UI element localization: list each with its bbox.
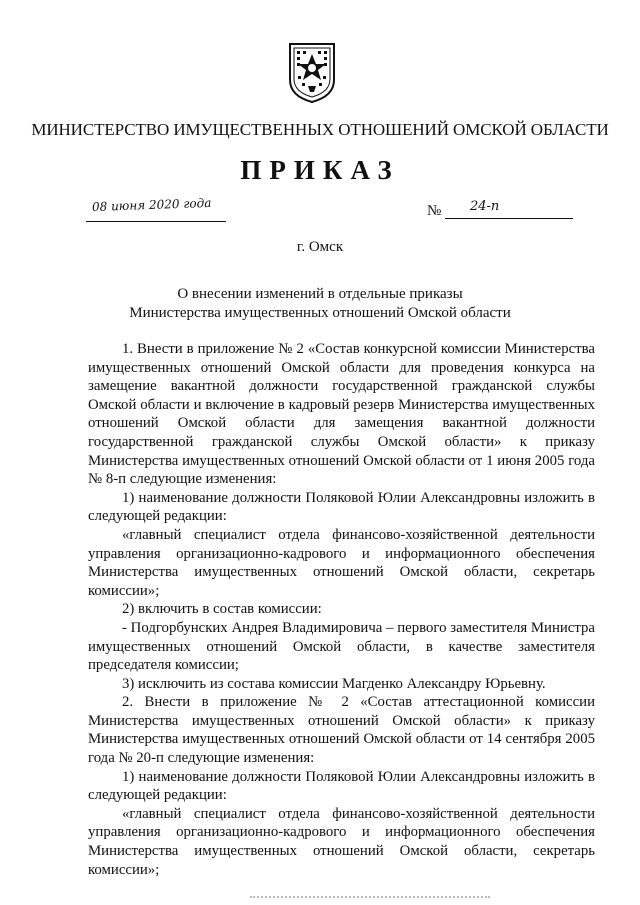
city: г. Омск xyxy=(296,239,344,255)
paragraph-7: 2. Внести в приложение № 2 «Состав аттестационной комиссии Министерства имущественных отношений Омской области» к приказу Министерства имущественных отношений Омской области от 14 сентября 2005 года № 20-п следующие изменения: xyxy=(88,694,595,767)
number-underline xyxy=(445,203,573,219)
subject-line-2: Министерства имущественных отношений Омской области xyxy=(129,305,511,321)
number-label: № xyxy=(427,203,442,219)
coat-of-arms-icon xyxy=(286,40,338,104)
scan-artifact xyxy=(250,896,490,901)
handwritten-number: 24-п xyxy=(470,199,500,214)
paragraph-4: 2) включить в состав комиссии: xyxy=(122,601,322,618)
handwritten-date: 08 июня 2020 года xyxy=(91,195,212,214)
document-type-title: ПРИКАЗ xyxy=(240,155,400,185)
paragraph-1: 1. Внести в приложение № 2 «Состав конкурсной комиссии Министерства имущественных отношений Омской области для проведения конкурса на замещение вакантной должности государственной гражданской службы Омской области и включение в кадровый резерв Министерства имущественных отношений Омской области для замещения вакантной должности государственной гражданской службы Омской области» к приказу Министерства имущественных отношений Омской области от 1 июня 2005 года № 8-п следующие изменения: xyxy=(88,341,595,488)
paragraph-3: «главный специалист отдела финансово-хозяйственной деятельности управления организационно-кадрового и информационного обеспечения Министерства имущественных отношений Омской области, секретарь комиссии»; xyxy=(88,526,595,599)
paragraph-2: 1) наименование должности Поляковой Юлии Александровны изложить в следующей редакции: xyxy=(88,489,595,525)
paragraph-9: «главный специалист отдела финансово-хозяйственной деятельности управления организационно-кадрового и информационного обеспечения Министерства имущественных отношений Омской области, секретарь комиссии»; xyxy=(88,805,595,878)
ministry-name: МИНИСТЕРСТВО ИМУЩЕСТВЕННЫХ ОТНОШЕНИЙ ОМСКОЙ ОБЛАСТИ xyxy=(31,120,609,139)
order-subject xyxy=(0,285,640,323)
paragraph-5: - Подгорбунских Андрея Владимировича – первого заместителя Министра имущественных отношений Омской области, в качестве заместителя председателя комиссии; xyxy=(88,619,595,674)
order-body xyxy=(88,340,595,879)
paragraph-8: 1) наименование должности Поляковой Юлии Александровны изложить в следующей редакции: xyxy=(88,768,595,804)
subject-line-1: О внесении изменений в отдельные приказы xyxy=(177,286,463,302)
paragraph-6: 3) исключить из состава комиссии Магденко Александру Юрьевну. xyxy=(122,675,546,692)
